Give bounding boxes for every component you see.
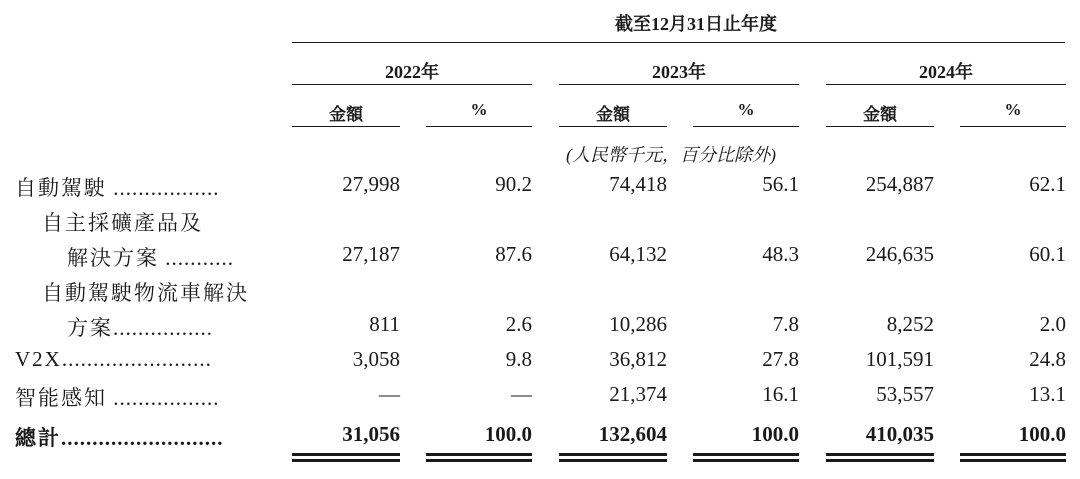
cell-total-amount: 31,056 [342,422,400,446]
total-double-rule [826,453,934,456]
cell-total-amount: 132,604 [598,422,667,446]
sub-rule [426,126,532,127]
period-title: 截至12月31日止年度 [615,14,777,34]
percent-header-2024: % [1004,100,1022,119]
cell-v2x-percent: 27.8 [762,347,799,371]
row-label-logistics-line1: 自動駕駛物流車解決 [42,281,249,305]
cell-total-percent: 100.0 [484,422,532,446]
row-label-total: 總計.......................... [15,426,224,450]
cell-v2x-percent: 9.8 [505,347,532,371]
amount-header-2024: 金額 [863,105,897,124]
cell-mining-percent: 60.1 [1029,242,1066,266]
total-double-rule [559,459,667,462]
row-label-v2x: V2X........................ [15,347,212,371]
cell-v2x-amount: 36,812 [609,347,667,371]
year-header-2022: 2022年 [385,62,439,82]
row-label-intelligent-perception: 智能感知 ................. [15,386,220,410]
amount-header-2023: 金額 [596,105,630,124]
cell-mining-amount: 246,635 [865,242,934,266]
year-rule-2022 [292,84,532,85]
cell-total-percent: 100.0 [751,422,799,446]
cell-v2x-amount: 101,591 [865,347,934,371]
cell-mining-amount: 64,132 [609,242,667,266]
cell-autonomous-driving-amount: 74,418 [609,172,667,196]
cell-intelligent-perception-amount: 21,374 [609,382,667,406]
total-double-rule [960,459,1066,462]
cell-total-amount: 410,035 [865,422,934,446]
sub-rule [693,126,799,127]
cell-autonomous-driving-percent: 62.1 [1029,172,1066,196]
percent-header-2023: % [737,100,755,119]
amount-header-2022: 金額 [329,105,363,124]
year-rule-2023 [559,84,799,85]
row-label-mining: 解決方案 ........... [67,246,234,270]
cell-logistics-percent: 2.0 [1039,312,1066,336]
cell-v2x-amount: 3,058 [352,347,400,371]
total-double-rule [426,453,532,456]
cell-intelligent-perception-percent: — [511,382,532,406]
cell-autonomous-driving-amount: 254,887 [865,172,934,196]
cell-autonomous-driving-percent: 90.2 [495,172,532,196]
cell-total-percent: 100.0 [1018,422,1066,446]
cell-logistics-percent: 7.8 [772,312,799,336]
row-label-logistics: 方案................ [67,316,213,340]
sub-rule [960,126,1066,127]
cell-logistics-amount: 10,286 [609,312,667,336]
cell-autonomous-driving-amount: 27,998 [342,172,400,196]
unit-note: (人民幣千元，百分比除外) [566,145,776,165]
cell-intelligent-perception-percent: 13.1 [1029,382,1066,406]
cell-logistics-amount: 8,252 [886,312,934,336]
cell-autonomous-driving-percent: 56.1 [762,172,799,196]
total-double-rule [426,459,532,462]
cell-logistics-percent: 2.6 [505,312,532,336]
row-label-mining-line1: 自主採礦產品及 [42,211,203,235]
year-rule-2024 [826,84,1066,85]
cell-logistics-amount: 811 [369,312,400,336]
sub-rule [559,126,667,127]
year-header-2024: 2024年 [919,62,973,82]
cell-intelligent-perception-amount: — [379,382,400,406]
total-double-rule [693,453,799,456]
total-double-rule [559,453,667,456]
cell-intelligent-perception-percent: 16.1 [762,382,799,406]
year-header-2023: 2023年 [652,62,706,82]
cell-intelligent-perception-amount: 53,557 [876,382,934,406]
cell-mining-percent: 48.3 [762,242,799,266]
percent-header-2022: % [470,100,488,119]
cell-mining-amount: 27,187 [342,242,400,266]
cell-mining-percent: 87.6 [495,242,532,266]
total-double-rule [292,459,400,462]
sub-rule [826,126,934,127]
total-double-rule [693,459,799,462]
cell-v2x-percent: 24.8 [1029,347,1066,371]
total-double-rule [960,453,1066,456]
period-title-rule [292,42,1065,43]
total-double-rule [826,459,934,462]
row-label-autonomous-driving: 自動駕駛 ................. [15,176,220,200]
total-double-rule [292,453,400,456]
sub-rule [292,126,400,127]
